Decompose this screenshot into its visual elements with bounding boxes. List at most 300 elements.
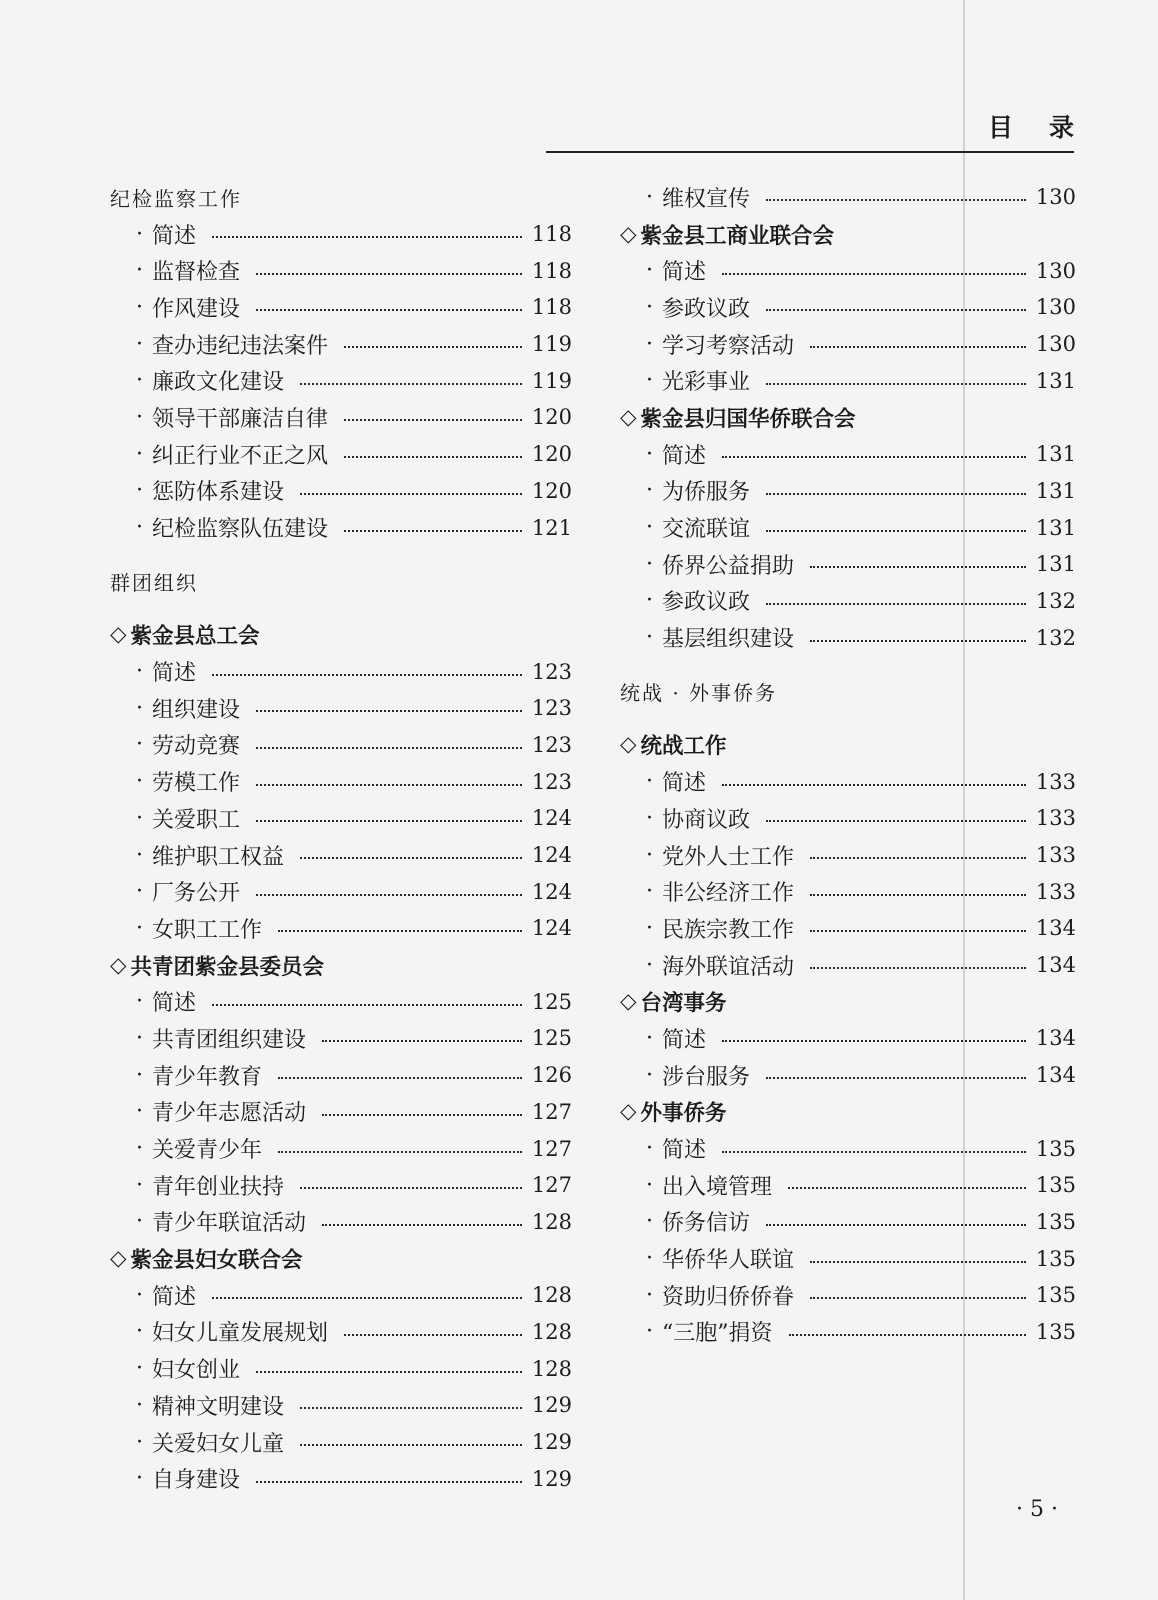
- dot-leader: [766, 1224, 1026, 1226]
- entry-page-number: 126: [531, 1063, 572, 1088]
- toc-entry[interactable]: [110, 1314, 572, 1351]
- entry-page-number: 129: [531, 1466, 572, 1491]
- entry-label: 参政议政: [662, 590, 751, 616]
- toc-entry[interactable]: [110, 1460, 572, 1497]
- bullet-dot: ·: [136, 1282, 143, 1308]
- bullet-dot: ·: [136, 221, 143, 247]
- diamond-icon: ◇: [620, 1099, 637, 1125]
- dot-leader: [212, 1297, 522, 1299]
- toc-entry[interactable]: [110, 399, 572, 436]
- entry-label: 监督检查: [152, 260, 241, 286]
- bullet-dot: ·: [136, 989, 143, 1015]
- entry-label: 领导干部廉洁自律: [152, 406, 329, 432]
- bullet-dot: ·: [136, 1209, 143, 1235]
- bullet-dot: ·: [646, 1062, 653, 1088]
- entry-page-number: 130: [1035, 258, 1076, 283]
- bullet-dot: ·: [646, 915, 653, 941]
- bullet-dot: ·: [646, 1319, 653, 1345]
- dot-leader: [256, 710, 522, 712]
- dot-leader: [278, 1151, 522, 1153]
- entry-label: 精神文明建设: [152, 1394, 285, 1420]
- dot-leader: [722, 1040, 1026, 1042]
- entry-label: 交流联谊: [662, 517, 751, 543]
- bullet-dot: ·: [136, 1062, 143, 1088]
- toc-entry[interactable]: [110, 690, 572, 727]
- section-heading: 统战 · 外事侨务: [620, 680, 778, 705]
- entry-page-number: 121: [531, 515, 572, 540]
- section-gap: [620, 710, 1076, 727]
- entry-page-number: 128: [531, 1356, 572, 1381]
- entry-label: 华侨华人联谊: [662, 1248, 795, 1274]
- dot-leader: [722, 273, 1026, 275]
- dot-leader: [212, 1004, 522, 1006]
- org-heading: [620, 216, 1076, 253]
- entry-label: 学习考察活动: [662, 333, 795, 359]
- toc-entry[interactable]: [110, 873, 572, 910]
- entry-label: 光彩事业: [662, 370, 751, 396]
- bullet-dot: ·: [646, 1209, 653, 1235]
- bullet-dot: ·: [136, 294, 143, 320]
- bullet-dot: ·: [646, 879, 653, 905]
- entry-label: 简述: [152, 1284, 197, 1310]
- toc-entry[interactable]: [110, 252, 572, 289]
- toc-entry[interactable]: [620, 947, 1076, 984]
- toc-entry[interactable]: [620, 1057, 1076, 1094]
- bullet-dot: ·: [136, 769, 143, 795]
- bullet-dot: ·: [646, 184, 653, 210]
- dot-leader: [810, 1261, 1026, 1263]
- bullet-dot: ·: [646, 368, 653, 394]
- diamond-icon: ◇: [620, 732, 637, 758]
- dot-leader: [766, 309, 1026, 311]
- bullet-dot: ·: [136, 659, 143, 685]
- entry-label: 纪检监察队伍建设: [152, 517, 329, 543]
- entry-page-number: 128: [531, 1283, 572, 1308]
- entry-label: 简述: [662, 1138, 707, 1164]
- entry-label: 青少年教育: [152, 1064, 263, 1090]
- toc-entry[interactable]: [620, 1204, 1076, 1241]
- toc-entry[interactable]: [620, 509, 1076, 546]
- entry-page-number: 134: [1035, 1063, 1076, 1088]
- bullet-dot: ·: [136, 368, 143, 394]
- entry-page-number: 130: [1035, 295, 1076, 320]
- toc-entry[interactable]: [620, 252, 1076, 289]
- toc-entry[interactable]: [110, 1387, 572, 1424]
- diamond-icon: ◇: [110, 1246, 127, 1272]
- toc-entry[interactable]: [110, 436, 572, 473]
- entry-label: 维权宣传: [662, 186, 751, 212]
- entry-label: 民族宗教工作: [662, 917, 795, 943]
- entry-label: 关爱职工: [152, 807, 241, 833]
- entry-page-number: 133: [1035, 843, 1076, 868]
- entry-label: 关爱妇女儿童: [152, 1431, 285, 1457]
- entry-page-number: 132: [1035, 588, 1076, 613]
- org-title: 台湾事务: [640, 991, 727, 1017]
- bullet-dot: ·: [646, 515, 653, 541]
- dot-leader: [722, 1151, 1026, 1153]
- toc-entry[interactable]: [110, 983, 572, 1020]
- org-title: 紫金县归国华侨联合会: [640, 406, 856, 432]
- org-title: 共青团紫金县委员会: [130, 954, 325, 980]
- entry-page-number: 133: [1035, 769, 1076, 794]
- dot-leader: [300, 383, 522, 385]
- entry-page-number: 123: [531, 659, 572, 684]
- entry-page-number: 127: [531, 1173, 572, 1198]
- entry-page-number: 135: [1035, 1283, 1076, 1308]
- bullet-dot: ·: [136, 1466, 143, 1492]
- entry-page-number: 134: [1035, 1026, 1076, 1051]
- toc-right-column: [620, 179, 1076, 1350]
- dot-leader: [766, 603, 1026, 605]
- entry-page-number: 128: [531, 1209, 572, 1234]
- bullet-dot: ·: [136, 1356, 143, 1382]
- entry-page-number: 134: [1035, 953, 1076, 978]
- entry-page-number: 123: [531, 732, 572, 757]
- dot-leader: [212, 674, 522, 676]
- dot-leader: [256, 747, 522, 749]
- bullet-dot: ·: [646, 805, 653, 831]
- toc-entry[interactable]: [620, 289, 1076, 326]
- entry-page-number: 135: [1035, 1136, 1076, 1161]
- dot-leader: [810, 894, 1026, 896]
- entry-label: 简述: [152, 223, 197, 249]
- dot-leader: [789, 1334, 1026, 1336]
- dot-leader: [300, 857, 522, 859]
- org-heading: [620, 1094, 1076, 1131]
- entry-label: 廉政文化建设: [152, 370, 285, 396]
- toc-left-column: [110, 179, 572, 1497]
- bullet-dot: ·: [646, 588, 653, 614]
- diamond-icon: ◇: [620, 221, 637, 247]
- entry-page-number: 133: [1035, 806, 1076, 831]
- dot-leader: [322, 1224, 522, 1226]
- toc-entry[interactable]: [620, 546, 1076, 583]
- entry-page-number: 123: [531, 696, 572, 721]
- entry-page-number: 131: [1035, 478, 1076, 503]
- bullet-dot: ·: [136, 441, 143, 467]
- dot-leader: [256, 894, 522, 896]
- entry-label: 妇女创业: [152, 1358, 241, 1384]
- entry-page-number: 120: [531, 478, 572, 503]
- entry-page-number: 127: [531, 1099, 572, 1124]
- entry-label: 海外联谊活动: [662, 954, 795, 980]
- bullet-dot: ·: [136, 404, 143, 430]
- bullet-dot: ·: [136, 515, 143, 541]
- dot-leader: [322, 1114, 522, 1116]
- entry-label: 简述: [662, 260, 707, 286]
- org-title: 紫金县总工会: [130, 624, 260, 650]
- toc-entry[interactable]: [620, 436, 1076, 473]
- dot-leader: [810, 1297, 1026, 1299]
- entry-page-number: 133: [1035, 879, 1076, 904]
- diamond-icon: ◇: [110, 952, 127, 978]
- entry-page-number: 135: [1035, 1173, 1076, 1198]
- org-heading: [620, 983, 1076, 1020]
- toc-entry[interactable]: [110, 837, 572, 874]
- bullet-dot: ·: [646, 1136, 653, 1162]
- entry-label: 简述: [662, 443, 707, 469]
- bullet-dot: ·: [136, 842, 143, 868]
- section-gap: [110, 546, 572, 563]
- entry-label: 非公经济工作: [662, 881, 795, 907]
- bullet-dot: ·: [646, 551, 653, 577]
- toc-entry[interactable]: [620, 619, 1076, 656]
- entry-page-number: 135: [1035, 1209, 1076, 1234]
- dot-leader: [344, 419, 522, 421]
- dot-leader: [256, 309, 522, 311]
- entry-label: 组织建设: [152, 697, 241, 723]
- page-header: [988, 108, 1076, 144]
- toc-entry[interactable]: [110, 1020, 572, 1057]
- toc-entry[interactable]: [620, 800, 1076, 837]
- toc-entry[interactable]: [110, 362, 572, 399]
- org-title: 统战工作: [640, 734, 727, 760]
- entry-page-number: 125: [531, 1026, 572, 1051]
- toc-entry[interactable]: [110, 216, 572, 253]
- dot-leader: [322, 1040, 522, 1042]
- entry-page-number: 124: [531, 916, 572, 941]
- toc-entry[interactable]: [620, 763, 1076, 800]
- bullet-dot: ·: [136, 258, 143, 284]
- section-gap: [110, 600, 572, 617]
- section-heading: 群团组织: [110, 570, 198, 595]
- bullet-dot: ·: [646, 258, 653, 284]
- bullet-dot: ·: [646, 769, 653, 795]
- entry-label: 资助归侨侨眷: [662, 1284, 795, 1310]
- entry-label: 涉台服务: [662, 1064, 751, 1090]
- dot-leader: [212, 236, 522, 238]
- toc-entry[interactable]: [110, 763, 572, 800]
- org-heading: [620, 399, 1076, 436]
- entry-page-number: 135: [1035, 1246, 1076, 1271]
- dot-leader: [810, 640, 1026, 642]
- diamond-icon: ◇: [620, 989, 637, 1015]
- entry-label: 青少年志愿活动: [152, 1101, 307, 1127]
- entry-page-number: 131: [1035, 552, 1076, 577]
- entry-page-number: 128: [531, 1319, 572, 1344]
- entry-label: 青年创业扶持: [152, 1174, 285, 1200]
- entry-label: 党外人士工作: [662, 844, 795, 870]
- entry-label: “三胞”捐资: [662, 1321, 773, 1347]
- header-title-part1: 目: [987, 113, 1015, 142]
- entry-page-number: 131: [1035, 368, 1076, 393]
- toc-entry[interactable]: [110, 473, 572, 510]
- toc-entry[interactable]: [110, 1167, 572, 1204]
- toc-entry[interactable]: [620, 1130, 1076, 1167]
- toc-entry[interactable]: [110, 1130, 572, 1167]
- toc-entry[interactable]: [110, 910, 572, 947]
- toc-entry[interactable]: [620, 473, 1076, 510]
- dot-leader: [300, 1187, 522, 1189]
- toc-entry[interactable]: [620, 583, 1076, 620]
- entry-page-number: 130: [1035, 185, 1076, 210]
- section-gap: [620, 656, 1076, 673]
- toc-entry[interactable]: [110, 653, 572, 690]
- toc-entry[interactable]: [110, 1094, 572, 1131]
- bullet-dot: ·: [136, 331, 143, 357]
- entry-label: 妇女儿童发展规划: [152, 1321, 329, 1347]
- entry-label: 关爱青少年: [152, 1138, 263, 1164]
- entry-label: 查办违纪违法案件: [152, 333, 329, 359]
- toc-entry[interactable]: [620, 1314, 1076, 1351]
- entry-label: 维护职工权益: [152, 844, 285, 870]
- diamond-icon: ◇: [620, 404, 637, 430]
- dot-leader: [810, 346, 1026, 348]
- dot-leader: [300, 493, 522, 495]
- entry-label: 为侨服务: [662, 480, 751, 506]
- entry-label: 共青团组织建设: [152, 1027, 307, 1053]
- header-title-part2: 录: [1048, 113, 1076, 142]
- bullet-dot: ·: [136, 805, 143, 831]
- toc-entry[interactable]: [110, 326, 572, 363]
- entry-label: 自身建设: [152, 1468, 241, 1494]
- toc-entry[interactable]: [620, 910, 1076, 947]
- bullet-dot: ·: [646, 1246, 653, 1272]
- dot-leader: [810, 857, 1026, 859]
- entry-page-number: 125: [531, 989, 572, 1014]
- bullet-dot: ·: [646, 1025, 653, 1051]
- dot-leader: [344, 456, 522, 458]
- entry-label: 参政议政: [662, 296, 751, 322]
- dot-leader: [256, 784, 522, 786]
- toc-entry[interactable]: [620, 1277, 1076, 1314]
- org-title: 紫金县妇女联合会: [130, 1248, 303, 1274]
- bullet-dot: ·: [136, 879, 143, 905]
- toc-entry[interactable]: [110, 289, 572, 326]
- entry-page-number: 124: [531, 806, 572, 831]
- section-heading: 纪检监察工作: [110, 186, 242, 211]
- bullet-dot: ·: [136, 732, 143, 758]
- entry-page-number: 134: [1035, 916, 1076, 941]
- entry-label: 劳模工作: [152, 771, 241, 797]
- toc-entry[interactable]: [620, 362, 1076, 399]
- org-title: 紫金县工商业联合会: [640, 223, 835, 249]
- entry-label: 作风建设: [152, 296, 241, 322]
- org-heading: [110, 617, 572, 654]
- dot-leader: [766, 1077, 1026, 1079]
- entry-page-number: 124: [531, 843, 572, 868]
- entry-page-number: 119: [531, 368, 572, 393]
- entry-label: 女职工工作: [152, 917, 263, 943]
- dot-leader: [766, 493, 1026, 495]
- bullet-dot: ·: [646, 294, 653, 320]
- entry-page-number: 130: [1035, 332, 1076, 357]
- dot-leader: [810, 930, 1026, 932]
- bullet-dot: ·: [646, 478, 653, 504]
- dot-leader: [810, 566, 1026, 568]
- entry-page-number: 120: [531, 442, 572, 467]
- toc-entry[interactable]: [620, 1020, 1076, 1057]
- toc-entry[interactable]: [110, 1277, 572, 1314]
- entry-page-number: 120: [531, 405, 572, 430]
- bullet-dot: ·: [136, 1025, 143, 1051]
- bullet-dot: ·: [136, 1429, 143, 1455]
- toc-entry[interactable]: [620, 1167, 1076, 1204]
- entry-page-number: 135: [1035, 1319, 1076, 1344]
- dot-leader: [722, 456, 1026, 458]
- dot-leader: [344, 1334, 522, 1336]
- bullet-dot: ·: [136, 478, 143, 504]
- bullet-dot: ·: [136, 1136, 143, 1162]
- dot-leader: [766, 199, 1026, 201]
- entry-label: 简述: [662, 1027, 707, 1053]
- toc-entry[interactable]: [110, 1350, 572, 1387]
- entry-page-number: 118: [531, 295, 572, 320]
- dot-leader: [300, 1407, 522, 1409]
- entry-page-number: 131: [1035, 515, 1076, 540]
- org-heading: [110, 947, 572, 984]
- entry-label: 简述: [152, 991, 197, 1017]
- entry-page-number: 129: [531, 1430, 572, 1455]
- entry-page-number: 131: [1035, 442, 1076, 467]
- dot-leader: [256, 273, 522, 275]
- bullet-dot: ·: [136, 1099, 143, 1125]
- entry-page-number: 123: [531, 769, 572, 794]
- dot-leader: [344, 346, 522, 348]
- bullet-dot: ·: [646, 441, 653, 467]
- bullet-dot: ·: [136, 1392, 143, 1418]
- toc-entry[interactable]: [620, 873, 1076, 910]
- entry-label: 侨界公益捐助: [662, 553, 795, 579]
- toc-entry[interactable]: [110, 1204, 572, 1241]
- toc-entry[interactable]: [110, 1424, 572, 1461]
- entry-label: 出入境管理: [662, 1174, 773, 1200]
- dot-leader: [256, 1481, 522, 1483]
- entry-page-number: 118: [531, 222, 572, 247]
- toc-entry[interactable]: [620, 326, 1076, 363]
- entry-page-number: 129: [531, 1393, 572, 1418]
- toc-entry[interactable]: [110, 1057, 572, 1094]
- entry-label: 惩防体系建设: [152, 480, 285, 506]
- page-number: · 5 ·: [1016, 1497, 1058, 1522]
- entry-label: 青少年联谊活动: [152, 1211, 307, 1237]
- dot-leader: [766, 530, 1026, 532]
- entry-page-number: 127: [531, 1136, 572, 1161]
- org-title: 外事侨务: [640, 1101, 727, 1127]
- entry-label: 简述: [662, 771, 707, 797]
- entry-page-number: 124: [531, 879, 572, 904]
- dot-leader: [766, 383, 1026, 385]
- dot-leader: [278, 1077, 522, 1079]
- bullet-dot: ·: [646, 1282, 653, 1308]
- dot-leader: [810, 967, 1026, 969]
- dot-leader: [788, 1187, 1026, 1189]
- bullet-dot: ·: [136, 1319, 143, 1345]
- bullet-dot: ·: [646, 952, 653, 978]
- dot-leader: [722, 784, 1026, 786]
- entry-label: 简述: [152, 661, 197, 687]
- entry-label: 基层组织建设: [662, 627, 795, 653]
- toc-entry[interactable]: [620, 1240, 1076, 1277]
- entry-label: 纠正行业不正之风: [152, 443, 329, 469]
- bullet-dot: ·: [646, 842, 653, 868]
- toc-entry[interactable]: [620, 837, 1076, 874]
- toc-entry[interactable]: [110, 727, 572, 764]
- header-rule: [546, 151, 1074, 153]
- dot-leader: [766, 820, 1026, 822]
- toc-entry[interactable]: [110, 800, 572, 837]
- bullet-dot: ·: [136, 695, 143, 721]
- dot-leader: [344, 530, 522, 532]
- bullet-dot: ·: [646, 625, 653, 651]
- org-heading: [110, 1240, 572, 1277]
- entry-label: 厂务公开: [152, 881, 241, 907]
- toc-entry[interactable]: [620, 179, 1076, 216]
- entry-label: 侨务信访: [662, 1211, 751, 1237]
- dot-leader: [278, 930, 522, 932]
- toc-entry[interactable]: [110, 509, 572, 546]
- diamond-icon: ◇: [110, 622, 127, 648]
